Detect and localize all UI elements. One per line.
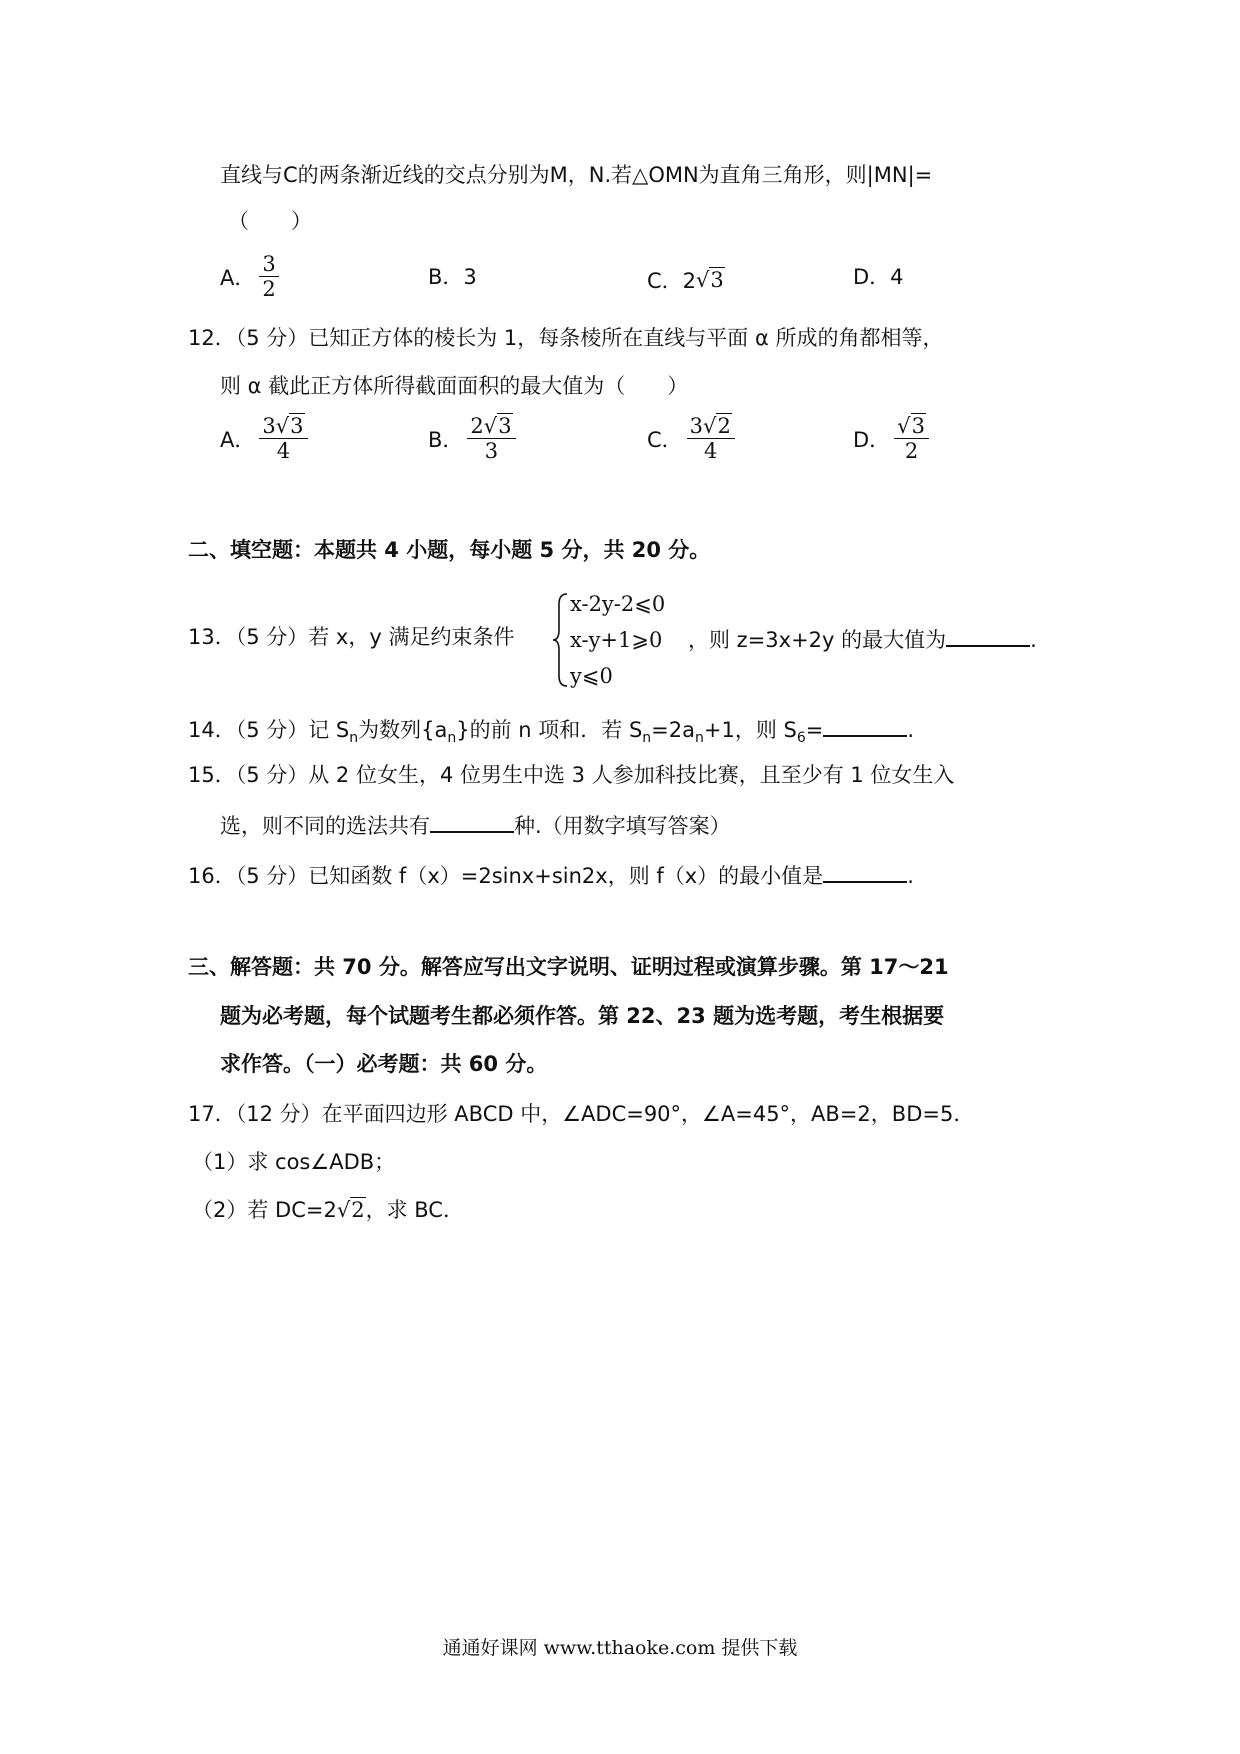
q17-part-2 [192,1198,464,1223]
text: （2）若 DC=2 [192,1198,337,1222]
text: 选，则不同的选法共有 [220,814,430,838]
q12-stem-line-2: 则 α 截此正方体所得截面面积的最大值为（ ） [220,374,689,398]
radicand: 3 [290,414,304,438]
text: +1，则 S [703,718,797,742]
section-3-heading-line-2: 题为必考题，每个试题考生都必须作答。第 22、23 题为选考题，考生根据要 [220,1004,945,1028]
fraction [259,252,278,301]
fraction [687,414,735,463]
q12-stem-line-1: 12．（5 分）已知正方体的棱长为 1，每条棱所在直线与平面 α 所成的角都相等， [188,326,944,350]
q16-answer-blank [823,861,907,883]
sqrt-expression: √3 [275,414,304,438]
q11-option-c [647,265,725,295]
sqrt-expression: √3 [897,414,925,438]
section-2-heading: 二、填空题：本题共 4 小题，每小题 5 分，共 20 分。 [188,538,711,562]
q13-constraint-1: x-2y-2⩽0 [570,592,666,616]
q14-answer-blank [823,715,907,737]
fraction [259,414,307,463]
denominator: 2 [904,439,919,464]
subscript: n [694,730,704,747]
text: 14．（5 分）记 S [188,718,350,742]
q14-line [188,715,914,747]
text: 为数列{a [358,718,448,742]
q17-part-1: （1）求 cos∠ADB； [192,1150,396,1174]
radicand: 3 [710,268,724,292]
subscript: 6 [796,730,806,747]
q13-question-text: ，则 z=3x+2y 的最大值为 [688,628,947,652]
option-label: D． [853,427,891,452]
sqrt-expression: √2 [336,1198,365,1222]
section-3-heading-line-3: 求作答。（一）必考题：共 60 分。 [220,1052,548,1076]
subscript: n [349,730,359,747]
q15-stem-line-2 [220,811,731,839]
sqrt-expression: √3 [483,414,512,438]
q17-stem: 17．（12 分）在平面四边形 ABCD 中，∠ADC=90°，∠A=45°，AB=2，BD=5． [188,1102,975,1126]
q15-answer-blank [430,811,514,833]
q12-option-d [853,414,933,463]
radicand: 3 [498,414,512,438]
denominator: 2 [262,277,276,302]
numerator [467,414,515,439]
denominator: 4 [276,439,291,464]
q13-constraint-3: y⩽0 [570,664,613,688]
radicand: 2 [717,414,731,438]
text: 16．（5 分）已知函数 f（x）=2sinx+sin2x，则 f（x）的最小值是 [188,864,824,888]
text: = [805,718,824,742]
q11-option-b: B．3 [428,265,477,289]
period: . [907,864,914,888]
radicand: 2 [351,1198,365,1222]
q16-line [188,861,914,889]
page-footer: 通通好课网 www.tthaoke.com 提供下载 [442,1637,798,1659]
option-label: B． [428,427,464,452]
q11-option-d: D．4 [853,265,904,289]
q13-suffix [688,625,1037,653]
q11-option-a [220,252,283,301]
numerator: 3 [259,252,278,277]
coefficient: 3 [689,414,704,438]
sqrt-expression: √3 [696,268,724,292]
q11-stem-line: 直线与C的两条渐近线的交点分别为M，N.若△OMN为直角三角形，则|MN|= [220,163,933,187]
numerator [259,414,307,439]
coefficient: 2 [470,414,484,438]
period: . [907,718,915,742]
q13-prefix: 13．（5 分）若 x，y 满足约束条件 [188,625,515,649]
text: 种.（用数字填写答案） [514,814,731,838]
q15-stem-line-1: 15．（5 分）从 2 位女生，4 位男生中选 3 人参加科技比赛，且至少有 1 位女生入 [188,763,955,787]
text: =2a [651,718,695,742]
q12-option-a [220,414,312,463]
fraction [467,414,515,463]
q11-answer-paren: （ ） [228,209,312,233]
denominator: 4 [704,439,718,464]
subscript: n [642,730,652,747]
left-brace-icon [552,592,570,688]
q13-answer-blank [946,625,1030,647]
fraction [894,414,929,463]
radicand: 3 [911,414,925,438]
sqrt-expression: √2 [703,414,731,438]
denominator: 3 [484,439,499,464]
text: ，求 BC． [365,1198,464,1222]
option-label: A． [220,265,256,290]
option-label: C． [647,427,683,452]
option-label: C．2 [647,269,697,293]
numerator [894,414,929,439]
period: . [1030,628,1037,652]
q12-option-c [647,414,739,463]
numerator [687,414,735,439]
section-3-heading-line-1: 三、解答题：共 70 分。解答应写出文字说明、证明过程或演算步骤。第 17～21 [188,955,949,979]
option-label: A． [220,427,256,452]
subscript: n [447,730,457,747]
q13-constraint-2: x-y+1⩾0 [570,628,663,652]
coefficient: 3 [262,414,276,438]
text: }的前 n 项和．若 S [456,718,643,742]
q12-option-b [428,414,520,463]
